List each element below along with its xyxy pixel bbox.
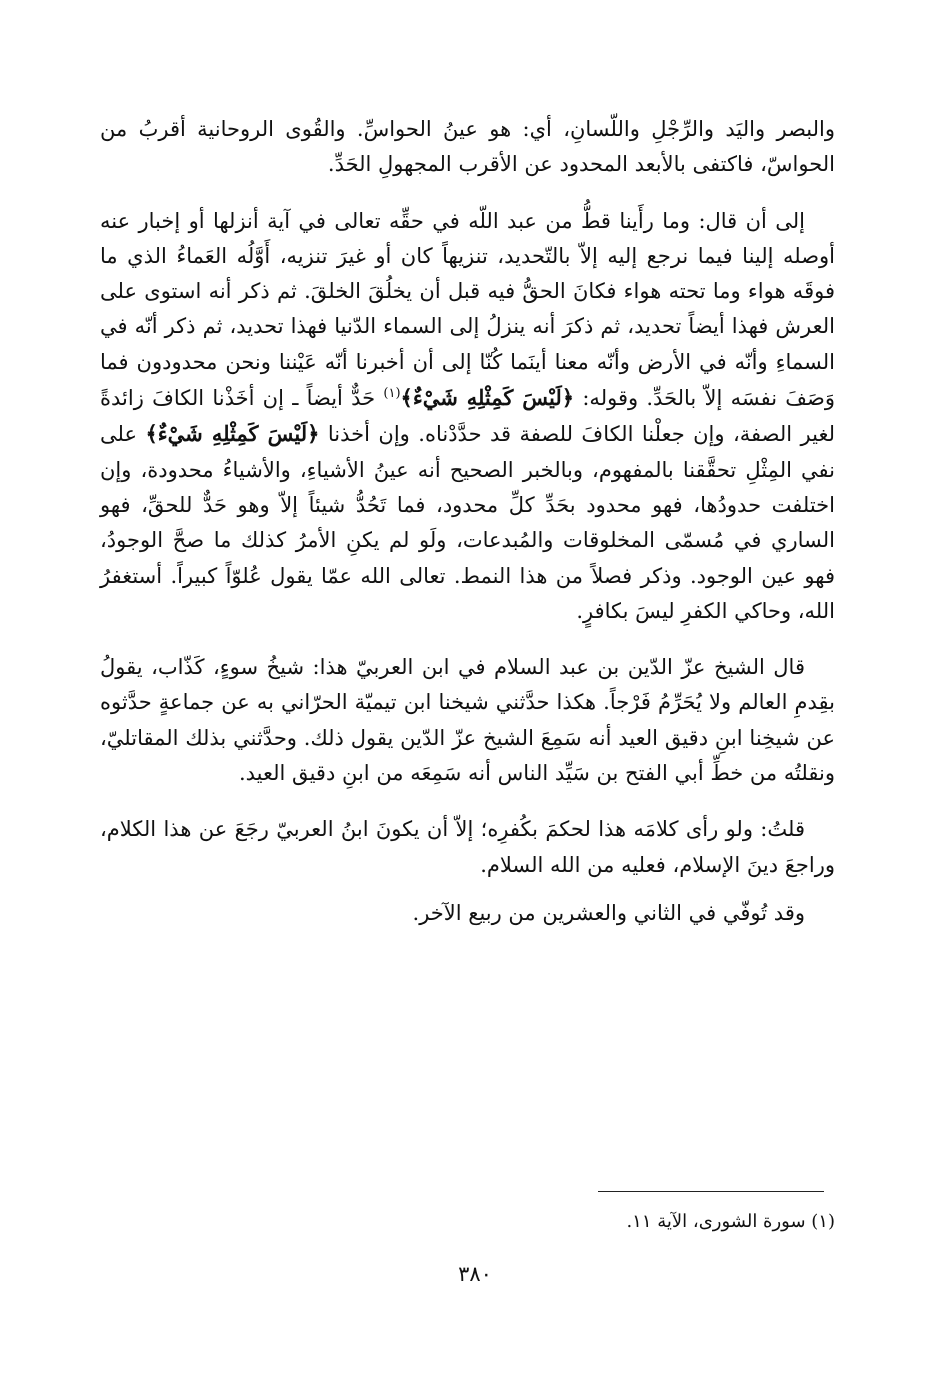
paragraph-3-text: قال الشيخ عزّ الدّين بن عبد السلام في ابن العربيّ هذا: شيخُ سوءٍ، كَذّاب، يقولُ بقِدمِ العالم ولا يُحَرِّمُ فَرْجاً. هكذا حدَّثني شيخنا ابن تيميّة الحرّاني به عن جماعةٍ حدَّثوه عن شيخِنا ابنِ دقيق العيد أنه سَمِعَ الشيخ عزّ الدّين يقول ذلك. وحدَّثني بذلك المقاتليّ، ونقلتُه من خطِّ أبي الفتح بن سَيِّد الناس أنه سَمِعَه من ابنِ دقيق العيد. (100, 655, 835, 786)
paragraph-2-text-b: حَدٌّ أيضاً ـ إن أخَذْنا الكافَ زائدةً لغير الصفة، وإن جعلْنا الكافَ للصفة قد حدَّدْناه. وإن أخذنا (100, 386, 835, 447)
footnote-divider (598, 1191, 824, 1192)
paragraph-1 (100, 112, 835, 183)
page-body (100, 112, 835, 931)
paragraph-2-text-c: على نفي المِثْلِ تحقَّقنا بالمفهوم، وبالخبر الصحيح أنه عينُ الأشياءِ، والأشياءُ محدودة، وإن اختلفت حدودُها، فهو محدود بحَدِّ كلِّ محدود، فما تَحُدُّ شيئاً إلاّ وهو حَدٌّ للحقِّ، فهو الساري في مُسمّى المخلوقات والمُبدعات، ولَو لم يكنِ الأمرُ كذلك ما صحَّ الوجودُ، فهو عين الوجود. وذكر فصلاً من هذا النمط. تعالى الله عمّا يقول عُلوّاً كبيراً. أستغفرُ الله، وحاكي الكفرِ ليسَ بكافرٍ. (100, 422, 835, 623)
footnote-reference: (١) (383, 386, 401, 402)
quran-verse-2: ﴿لَيْسَ كَمِثْلِهِ شَيْءٌ﴾ (145, 421, 320, 447)
paragraph-4-text: قلتُ: ولو رأى كلامَه هذا لحكمَ بكُفرِه؛ إلاّ أن يكونَ ابنُ العربيّ رجَعَ عن هذا الكلام، وراجعَ دينَ الإسلام، فعليه من الله السلام. (100, 817, 835, 877)
quran-verse-1: ﴿لَيْسَ كَمِثْلِهِ شَيْءٌ﴾ (400, 385, 575, 411)
paragraph-2-text-a: إلى أن قال: وما رأَينا قطُّ من عبد اللّه في حقِّه تعالى في آية أنزلها أو إخبار عنه أوصله إلينا فيما نرجع إليه إلاّ بالتّحديد، تنزيهاً كان أو غيرَ تنزيه، أَوَّلُه العَماءُ الذي ما فوقَه هواء وما تحته هواء فكانَ الحقُّ فيه قبل أن يخلُقَ الخلقَ. ثم ذكر أنه استوى على العرش فهذا أيضاً تحديد، ثم ذكرَ أنه ينزلُ إلى السماء الدّنيا فهذا تحديد، ثم ذكر أنّه في السماءِ وأنّه في الأرض وأنّه معنا أينَما كُنّا إلى أن أخبرنا أنّه عَيْننا ونحن محدودون فما وَصَفَ نفسَه إلاّ بالحَدِّ. وقوله: (100, 208, 836, 411)
paragraph-1-text: والبصر واليَد والرِّجْلِ واللّسانِ، أي: هو عينُ الحواسِّ. والقُوى الروحانية أقربُ من الحواسّ، فاكتفى بالأبعد المحدود عن الأقرب المجهولِ الحَدِّ. (100, 117, 835, 177)
paragraph-4 (100, 812, 835, 883)
footnote-text: (١) سورة الشورى، الآية ١١. (626, 1211, 835, 1232)
paragraph-2 (100, 204, 835, 630)
paragraph-3 (100, 650, 835, 791)
footnote (560, 1208, 835, 1236)
paragraph-5 (100, 896, 835, 931)
paragraph-5-text: وقد تُوفّي في الثاني والعشرين من ربيع الآخر. (412, 900, 805, 925)
page-number: ٣٨٠ (458, 1262, 492, 1286)
